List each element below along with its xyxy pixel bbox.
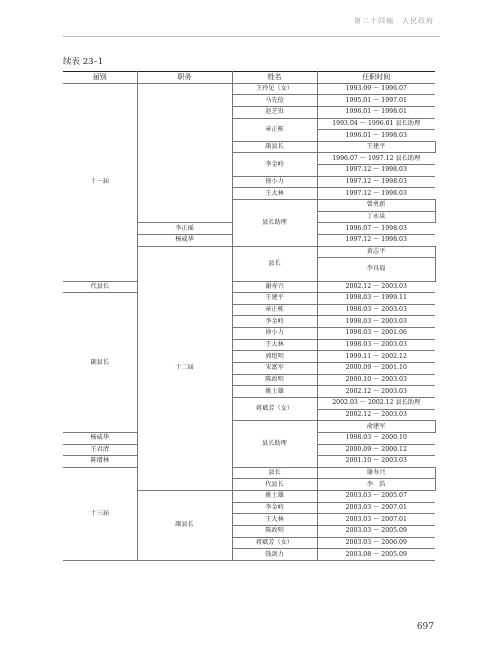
position-cell: 县长助理 [232, 421, 317, 468]
name-cell: 谢寿兴 [317, 467, 435, 479]
name-cell: 姚士雄 [232, 386, 317, 398]
period-cell: 1993.04 ～ 1996.01 县长助理 [317, 118, 435, 130]
name-cell: 章正栋 [232, 118, 317, 141]
name-cell: 徐小力 [232, 328, 317, 340]
position-cell: 副县长 [232, 141, 317, 153]
table-row [63, 83, 435, 95]
period-cell: 1999.11 ～ 2002.12 [317, 351, 435, 363]
name-cell: 杨威华 [63, 432, 137, 444]
term-cell: 十三届 [63, 467, 137, 560]
period-cell: 1996.07 ～ 1998.03 [317, 223, 435, 235]
name-cell: 王大林 [232, 188, 317, 200]
position-cell: 县长 [232, 246, 317, 281]
table-row [63, 293, 435, 305]
period-cell: 2003.03 ～ 2007.01 [317, 514, 435, 526]
officials-table [63, 71, 435, 561]
position-cell: 县长 [232, 467, 317, 479]
name-cell: 蒋斌芳（女） [232, 397, 317, 420]
name-cell: 李 浩 [317, 479, 435, 491]
col-header-position: 职务 [137, 72, 232, 84]
name-cell: 马先俭 [232, 95, 317, 107]
name-cell: 陈政明 [232, 525, 317, 537]
position-cell [137, 83, 232, 223]
name-cell: 王建平 [317, 141, 435, 153]
period-cell: 1998.03 ～ 2000.10 [317, 432, 435, 444]
name-cell: 郭煜明 [232, 351, 317, 363]
name-cell: 章正栋 [232, 304, 317, 316]
name-cell: 王建平 [232, 293, 317, 305]
period-cell: 1998.03 ～ 2003.03 [317, 339, 435, 351]
name-cell: 宋富军 [232, 363, 317, 375]
period-cell: 2003.08 ～ 2005.09 [317, 549, 435, 561]
running-header: 第二十四编 人民政府 [354, 17, 434, 25]
period-cell: 2000.09 ～ 2001.10 [317, 363, 435, 375]
period-cell: 1995.01 ～ 1997.01 [317, 95, 435, 107]
name-cell: 陈政明 [232, 374, 317, 386]
period-cell: 1997.12 ～ 1998.03 [317, 234, 435, 246]
name-cell: 李金峙 [232, 153, 317, 176]
period-cell: 2002.12 ～ 2003.03 [317, 281, 435, 293]
name-cell: 王君清 [63, 444, 137, 456]
name-cell: 俞建军 [317, 421, 435, 433]
table-row [63, 467, 435, 479]
col-header-term: 届别 [63, 72, 137, 84]
name-cell: 钱剑力 [232, 549, 317, 561]
name-cell: 陈增林 [63, 456, 137, 468]
position-cell: 代县长 [63, 281, 137, 293]
period-cell: 2003.03 ～ 2005.07 [317, 491, 435, 503]
period-cell: 2000.10 ～ 2003.03 [317, 374, 435, 386]
name-cell: 李金峙 [232, 316, 317, 328]
name-cell: 徐小力 [232, 176, 317, 188]
period-cell: 1998.03 ～ 2003.03 [317, 316, 435, 328]
name-cell: 丁永泉 [317, 211, 435, 223]
period-cell: 1998.03 ～ 2003.03 [317, 304, 435, 316]
name-cell: 李正瑶 [137, 223, 232, 235]
name-cell: 姚士雄 [232, 491, 317, 503]
period-cell: 1997.12 ～ 1998.03 [317, 176, 435, 188]
period-cell: 1993.09 ～ 1996.07 [317, 83, 435, 95]
name-cell: 王大林 [232, 514, 317, 526]
name-cell: 李良福 [317, 258, 435, 281]
period-cell: 2003.03 ～ 2007.01 [317, 502, 435, 514]
period-cell: 1998.03 ～ 1999.11 [317, 293, 435, 305]
position-cell: 副县长 [137, 491, 232, 561]
name-cell: 蒋斌芳（女） [232, 537, 317, 549]
table-body [63, 83, 435, 560]
period-cell: 2001.10 ～ 2003.03 [317, 456, 435, 468]
period-cell: 2003.03 ～ 2006.09 [317, 537, 435, 549]
position-cell: 代县长 [232, 479, 317, 491]
period-cell: 2003.03 ～ 2005.09 [317, 525, 435, 537]
table-title: 续表 23–1 [63, 57, 104, 67]
table-row [63, 281, 435, 293]
period-cell: 1997.12 ～ 1998.03 [317, 188, 435, 200]
table-header-row [63, 72, 435, 84]
name-cell: 王玲见（女） [232, 83, 317, 95]
period-cell: 1996.01 ～ 1998.01 [317, 106, 435, 118]
col-header-period: 任职时间 [317, 72, 435, 84]
period-cell: 1996.01 ～ 1998.03 [317, 130, 435, 142]
position-cell: 副县长 [63, 293, 137, 433]
page-number: 697 [416, 622, 434, 632]
name-cell: 黄志平 [317, 246, 435, 258]
name-cell: 杨威华 [137, 234, 232, 246]
position-cell: 县长助理 [232, 200, 317, 247]
period-cell: 1998.03 ～ 2001.06 [317, 328, 435, 340]
period-cell: 2000.09 ～ 2000.12 [317, 444, 435, 456]
period-cell: 2002.12 ～ 2003.03 [317, 386, 435, 398]
term-cell: 十二届 [137, 246, 232, 490]
header-divider [63, 36, 440, 37]
period-cell: 2002.12 ～ 2003.03 [317, 409, 435, 421]
name-cell: 曾勇新 [317, 200, 435, 212]
col-header-name: 姓名 [232, 72, 317, 84]
period-cell: 1997.12 ～ 1998.03 [317, 165, 435, 177]
name-cell: 谢寿兴 [232, 281, 317, 293]
name-cell: 李金峙 [232, 502, 317, 514]
term-cell: 十一届 [63, 83, 137, 281]
period-cell: 2002.03 ～ 2002.12 县长助理 [317, 397, 435, 409]
name-cell: 赵芝贵 [232, 106, 317, 118]
name-cell: 王大林 [232, 339, 317, 351]
period-cell: 1996.07 ～ 1997.12 县长助理 [317, 153, 435, 165]
